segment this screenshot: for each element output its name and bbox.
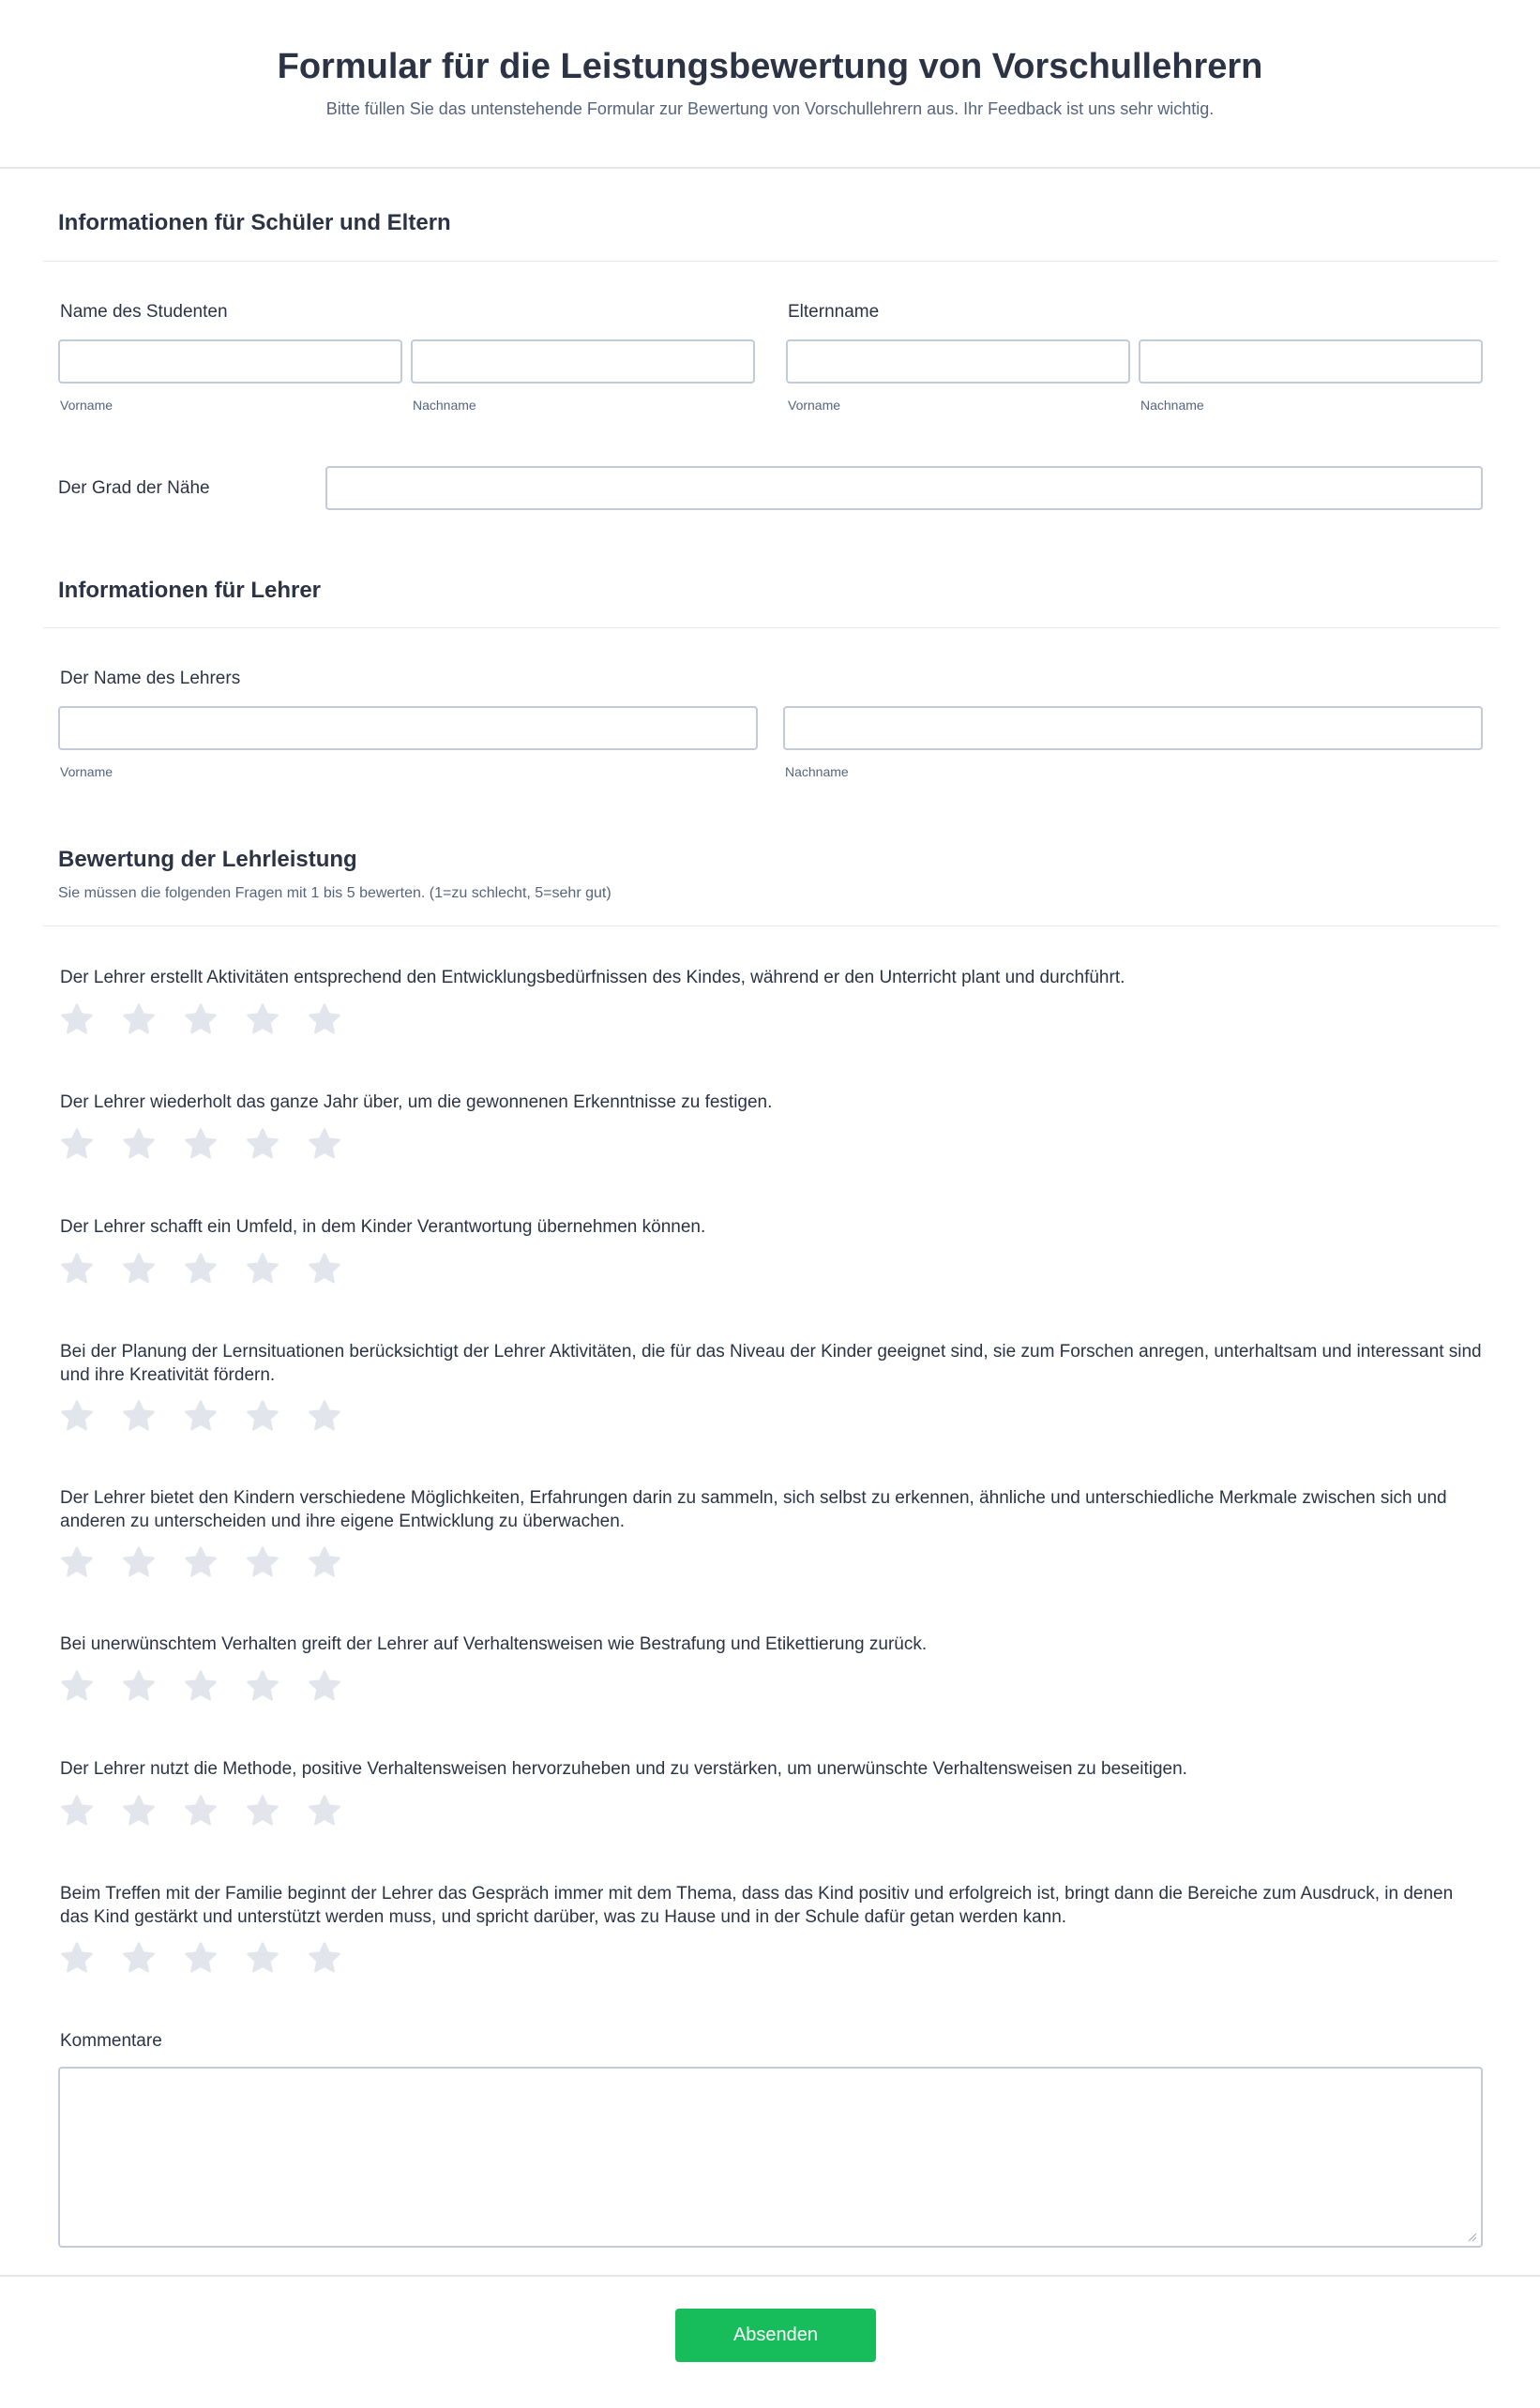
star-icon[interactable] bbox=[58, 1398, 96, 1436]
star-icon[interactable] bbox=[244, 1940, 281, 1978]
star-icon[interactable] bbox=[58, 1940, 96, 1978]
star-icon[interactable] bbox=[182, 1251, 219, 1288]
star-icon[interactable] bbox=[58, 1251, 96, 1288]
star-icon[interactable] bbox=[244, 1126, 281, 1164]
star-icon[interactable] bbox=[120, 1793, 158, 1830]
star-icon[interactable] bbox=[120, 1544, 158, 1582]
rating-question-4: Bei der Planung der Lernsituationen berücksichtigt der Lehrer Aktivitäten, die für das Niveau der Kinder geeignet sind, sie zum Forschen anregen, unterhaltsam und interessant sind und ihre Kreativität fördern. bbox=[60, 1342, 1482, 1385]
star-icon[interactable] bbox=[244, 1001, 281, 1039]
section-divider bbox=[43, 627, 1499, 628]
rating-question-6: Bei unerwünschtem Verhalten greift der Lehrer auf Verhaltensweisen wie Bestrafung und Etikettierung zurück. bbox=[60, 1634, 928, 1654]
star-rating-4 bbox=[58, 1398, 368, 1436]
star-icon[interactable] bbox=[244, 1544, 281, 1582]
star-icon[interactable] bbox=[58, 1126, 96, 1164]
student-first-name-input[interactable] bbox=[58, 339, 402, 384]
teacher-name-label: Der Name des Lehrers bbox=[60, 669, 241, 688]
comments-textarea[interactable] bbox=[58, 2067, 1483, 2248]
student-last-name-sublabel: Nachname bbox=[413, 398, 476, 413]
star-icon[interactable] bbox=[120, 1001, 158, 1039]
star-icon[interactable] bbox=[306, 1544, 343, 1582]
star-icon[interactable] bbox=[182, 1940, 219, 1978]
rating-question-7: Der Lehrer nutzt die Methode, positive Verhaltensweisen hervorzuheben und zu verstärken, um unerwünschte Verhaltensweisen zu beseitigen. bbox=[60, 1759, 1187, 1779]
rating-question-5: Der Lehrer bietet den Kindern verschiedene Möglichkeiten, Erfahrungen darin zu sammeln, sich selbst zu erkennen, ähnliche und unterschiedliche Merkmale zwischen sich und anderen zu unterscheiden und ihre eigene Entwicklung zu überwachen. bbox=[60, 1488, 1447, 1531]
star-rating-6 bbox=[58, 1668, 368, 1706]
rating-question-8: Beim Treffen mit der Familie beginnt der Lehrer das Gespräch immer mit dem Thema, dass das Kind positiv und erfolgreich ist, bringt dann die Bereiche zum Ausdruck, in denen das Kind gestärkt und unterstützt werden muss, und spricht darüber, was zu Hause und in der Schule dafür getan werden kann. bbox=[60, 1884, 1454, 1927]
star-rating-7 bbox=[58, 1793, 368, 1830]
rating-question-1: Der Lehrer erstellt Aktivitäten entsprechend den Entwicklungsbedürfnissen des Kindes, während er den Unterricht plant und durchführt. bbox=[60, 968, 1125, 987]
star-rating-1 bbox=[58, 1001, 368, 1039]
section-title-teacher: Informationen für Lehrer bbox=[58, 578, 322, 603]
teacher-first-name-sublabel: Vorname bbox=[60, 764, 113, 779]
closeness-label: Der Grad der Nähe bbox=[58, 478, 210, 498]
section-divider bbox=[43, 261, 1499, 262]
star-rating-8 bbox=[58, 1940, 368, 1978]
star-icon[interactable] bbox=[182, 1544, 219, 1582]
star-icon[interactable] bbox=[306, 1251, 343, 1288]
star-icon[interactable] bbox=[58, 1793, 96, 1830]
parent-last-name-input[interactable] bbox=[1139, 339, 1483, 384]
teacher-last-name-sublabel: Nachname bbox=[785, 764, 849, 779]
parent-first-name-sublabel: Vorname bbox=[788, 398, 841, 413]
star-rating-2 bbox=[58, 1126, 368, 1164]
student-name-label: Name des Studenten bbox=[60, 302, 228, 322]
star-icon[interactable] bbox=[244, 1251, 281, 1288]
star-icon[interactable] bbox=[244, 1398, 281, 1436]
star-icon[interactable] bbox=[120, 1251, 158, 1288]
star-icon[interactable] bbox=[182, 1398, 219, 1436]
closeness-input[interactable] bbox=[325, 466, 1483, 510]
star-icon[interactable] bbox=[306, 1793, 343, 1830]
star-icon[interactable] bbox=[182, 1001, 219, 1039]
star-icon[interactable] bbox=[120, 1940, 158, 1978]
star-icon[interactable] bbox=[244, 1668, 281, 1706]
star-icon[interactable] bbox=[182, 1126, 219, 1164]
teacher-first-name-input[interactable] bbox=[58, 706, 758, 750]
star-icon[interactable] bbox=[306, 1668, 343, 1706]
star-icon[interactable] bbox=[306, 1398, 343, 1436]
star-rating-5 bbox=[58, 1544, 368, 1582]
star-icon[interactable] bbox=[306, 1940, 343, 1978]
star-icon[interactable] bbox=[306, 1126, 343, 1164]
parent-last-name-sublabel: Nachname bbox=[1140, 398, 1204, 413]
resize-grip-icon[interactable] bbox=[1466, 2231, 1477, 2242]
student-last-name-input[interactable] bbox=[411, 339, 755, 384]
star-icon[interactable] bbox=[182, 1668, 219, 1706]
star-icon[interactable] bbox=[58, 1544, 96, 1582]
parent-name-label: Elternname bbox=[788, 302, 880, 322]
teacher-last-name-input[interactable] bbox=[783, 706, 1483, 750]
star-icon[interactable] bbox=[58, 1668, 96, 1706]
parent-first-name-input[interactable] bbox=[786, 339, 1130, 384]
form-title: Formular für die Leistungsbewertung von Vorschullehrern bbox=[277, 47, 1263, 86]
submit-button[interactable]: Absenden bbox=[675, 2309, 876, 2362]
star-icon[interactable] bbox=[120, 1668, 158, 1706]
star-icon[interactable] bbox=[244, 1793, 281, 1830]
star-icon[interactable] bbox=[306, 1001, 343, 1039]
section-subtitle-rating: Sie müssen die folgenden Fragen mit 1 bis 5 bewerten. (1=zu schlecht, 5=sehr gut) bbox=[58, 885, 611, 901]
student-first-name-sublabel: Vorname bbox=[60, 398, 113, 413]
rating-question-3: Der Lehrer schafft ein Umfeld, in dem Kinder Verantwortung übernehmen können. bbox=[60, 1217, 706, 1237]
star-rating-3 bbox=[58, 1251, 368, 1288]
form-subtitle: Bitte füllen Sie das untenstehende Formular zur Bewertung von Vorschullehrern aus. Ihr Feedback ist uns sehr wichtig. bbox=[325, 99, 1215, 118]
section-title-student-parent: Informationen für Schüler und Eltern bbox=[58, 210, 451, 235]
star-icon[interactable] bbox=[120, 1126, 158, 1164]
star-icon[interactable] bbox=[58, 1001, 96, 1039]
form-header bbox=[0, 0, 1540, 169]
rating-question-2: Der Lehrer wiederholt das ganze Jahr über, um die gewonnenen Erkenntnisse zu festigen. bbox=[60, 1092, 773, 1112]
star-icon[interactable] bbox=[120, 1398, 158, 1436]
section-title-rating: Bewertung der Lehrleistung bbox=[58, 847, 357, 872]
comments-label: Kommentare bbox=[60, 2031, 162, 2051]
star-icon[interactable] bbox=[182, 1793, 219, 1830]
